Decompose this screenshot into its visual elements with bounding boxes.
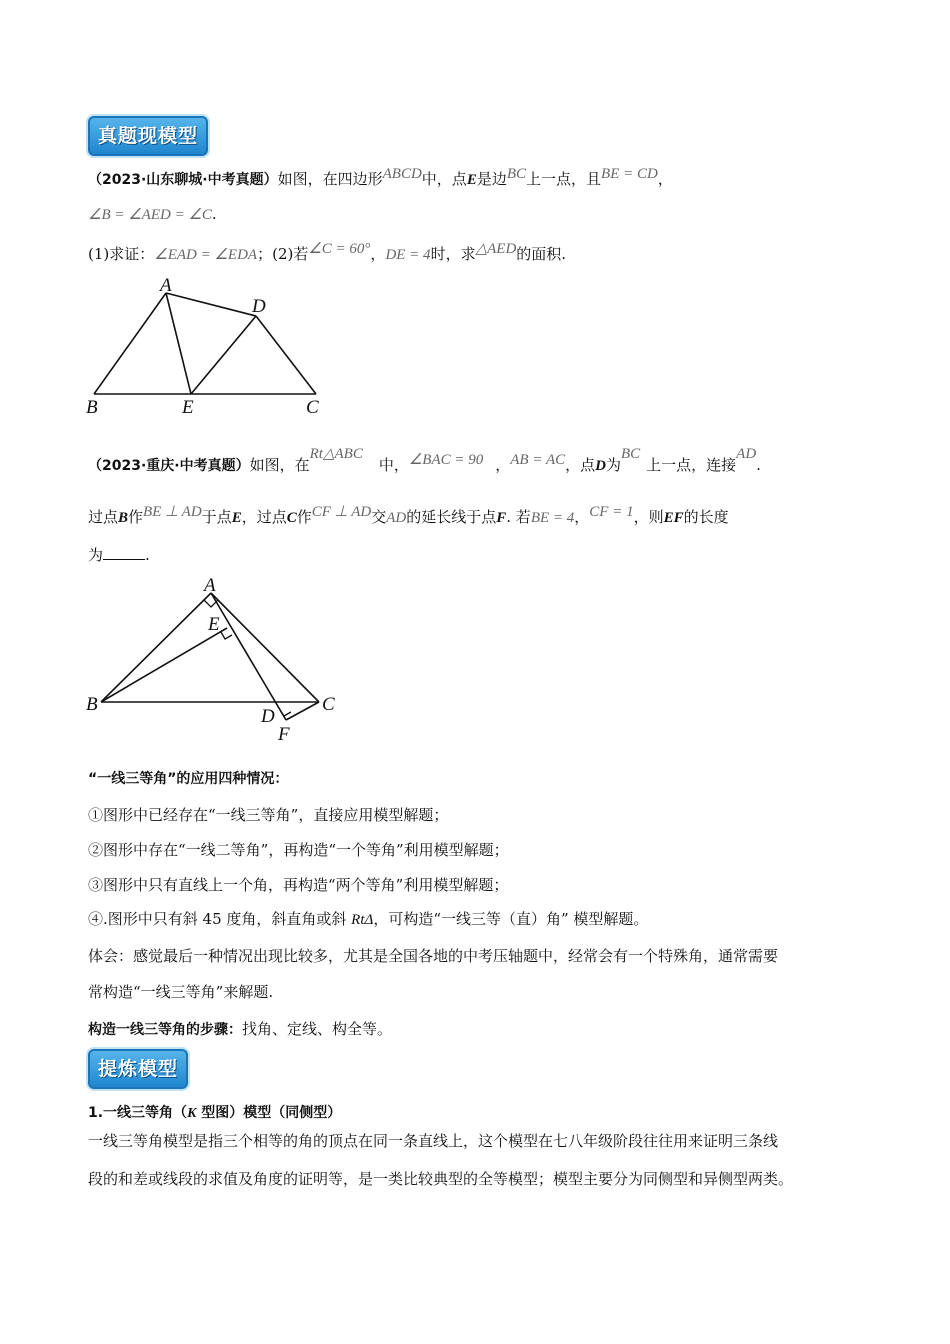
math: CF ⊥ AD (311, 504, 372, 520)
math: ∠C = 60° (308, 241, 371, 257)
text: ，点 (565, 456, 596, 474)
problem-1-question (88, 243, 566, 264)
segment-ae (166, 293, 191, 394)
math: BE = 4 (530, 510, 575, 526)
model-desc-line-2: 段的和差或线段的求值及角度的证明等，是一类比较典型的全等模型；模型主要分为同侧型和异侧型两类。 (88, 1170, 794, 1188)
text: 于点 (201, 508, 232, 526)
var: F (496, 510, 507, 526)
math: △AED (475, 241, 517, 257)
text: 过点 (88, 508, 119, 526)
fig2-label-a: A (204, 575, 216, 596)
case-3: ③图形中只有直线上一个角，再构造“两个等角”利用模型解题； (88, 876, 509, 894)
text: 如图，在四边形 (277, 170, 383, 188)
math: BC (506, 166, 527, 182)
math: AB = AC (510, 452, 566, 468)
text: . 若 (506, 508, 531, 526)
math: Rt△ABC (309, 446, 363, 462)
var: B (118, 510, 129, 526)
text: ， (495, 456, 511, 474)
text: 的面积. (516, 245, 567, 263)
problem-2-line-2 (88, 506, 729, 527)
text: 的延长线于点 (406, 508, 497, 526)
text: 的长度 (683, 508, 729, 526)
fig2-label-c: C (322, 694, 335, 715)
steps-label: 构造一线三等角的步骤： (88, 1022, 242, 1038)
text: ④.图形中只有斜 45 度角，斜直角或斜 (88, 910, 352, 928)
text: 作 (296, 508, 312, 526)
steps-text: 找角、定线、构全等。 (242, 1020, 393, 1038)
text: 作 (128, 508, 144, 526)
problem-1-source: （2023·山东聊城·中考真题） (88, 172, 278, 188)
problem-2-source: （2023·重庆·中考真题） (88, 458, 250, 474)
segment-ab (94, 293, 166, 394)
model-desc-line-1: 一线三等角模型是指三个相等的角的顶点在同一条直线上，这个模型在七八年级阶段往往用来证明三条线 (88, 1132, 779, 1150)
math: ABCD (382, 166, 422, 182)
var: K (187, 1106, 197, 1121)
problem-2-line-1 (88, 446, 761, 475)
fig2-label-e: E (208, 614, 220, 635)
text: 上一点，且 (526, 170, 602, 188)
var: E (231, 510, 242, 526)
experience-line-1: 体会：感觉最后一种情况出现比较多，尤其是全国各地的中考压轴题中，经常会有一个特殊角，通常需要 (88, 947, 779, 965)
text: 为 (605, 456, 621, 474)
text: 如图，在 (249, 456, 310, 474)
figure-2-right-triangle (80, 574, 350, 744)
problem-1-line-2 (88, 205, 217, 224)
fig1-label-a: A (160, 275, 172, 296)
text: ，过点 (241, 508, 287, 526)
problem-1-line-1 (88, 168, 673, 189)
text: . (756, 456, 761, 474)
fig2-label-b: B (86, 694, 98, 715)
text: (1)求证： (88, 245, 155, 263)
right-angle-mark-f (280, 710, 291, 716)
fig1-label-d: D (252, 296, 266, 317)
math: AD (736, 446, 757, 462)
section-header-tilian-label: 提炼模型 (98, 1058, 179, 1080)
math: BC (620, 446, 641, 462)
math: RtΔ (351, 912, 374, 928)
math: DE = 4 (385, 247, 431, 263)
fig2-label-f: F (278, 724, 290, 744)
section-header-tilian (88, 1049, 188, 1089)
text: 型图）模型（同侧型） (196, 1105, 342, 1121)
text: ，则 (633, 508, 664, 526)
model-heading (88, 1102, 341, 1122)
segment-cf (286, 702, 319, 720)
text: ，可构造“一线三等（直）角” 模型解题。 (373, 910, 649, 928)
fig1-label-c: C (306, 397, 319, 418)
fig1-label-e: E (182, 397, 194, 418)
math: ∠BAC = 90 (408, 452, 484, 468)
text: 1.一线三等角（ (88, 1105, 188, 1121)
text: 上一点，连接 (646, 456, 737, 474)
segment-dc (256, 316, 316, 394)
segment-ed (191, 316, 256, 394)
math: BE = CD (601, 166, 658, 182)
math: AD (386, 510, 407, 526)
case-2: ②图形中存在“一线二等角”，再构造“一个等角”利用模型解题； (88, 841, 509, 859)
case-1: ①图形中已经存在“一线三等角”，直接应用模型解题； (88, 806, 449, 824)
var: EF (663, 510, 684, 526)
math: ∠EAD = ∠EDA (154, 247, 258, 263)
text: ， (370, 245, 386, 263)
var: D (595, 458, 606, 474)
fig2-label-d: D (261, 706, 275, 727)
text: 时，求 (430, 245, 476, 263)
case-4 (88, 908, 648, 929)
text: 为 (88, 546, 104, 564)
text: . (145, 546, 150, 564)
math: BE ⊥ AD (143, 504, 202, 520)
text: ， (574, 508, 590, 526)
math: CF = 1 (589, 504, 634, 520)
section-header-zhenti-label: 真题现模型 (98, 125, 199, 147)
fig1-label-b: B (86, 397, 98, 418)
problem-2-line-3 (88, 544, 150, 565)
text: . (211, 205, 217, 223)
var: C (286, 510, 297, 526)
section-header-zhenti (88, 116, 208, 156)
cases-title: “一线三等角”的应用四种情况： (88, 771, 289, 787)
answer-blank (103, 545, 145, 560)
text: ， (657, 170, 673, 188)
segment-ad (166, 293, 256, 316)
var: E (466, 172, 477, 188)
figure-1-quadrilateral (80, 272, 340, 422)
steps-line (88, 1018, 392, 1039)
experience-line-2: 常构造“一线三等角”来解题. (88, 983, 274, 1001)
text: 中， (378, 456, 409, 474)
math: ∠B = ∠AED = ∠C (88, 207, 212, 223)
text: 中，点 (421, 170, 467, 188)
right-angle-mark-e (221, 632, 232, 639)
text: ；(2)若 (257, 245, 309, 263)
text: 交 (371, 508, 387, 526)
text: 是边 (476, 170, 507, 188)
